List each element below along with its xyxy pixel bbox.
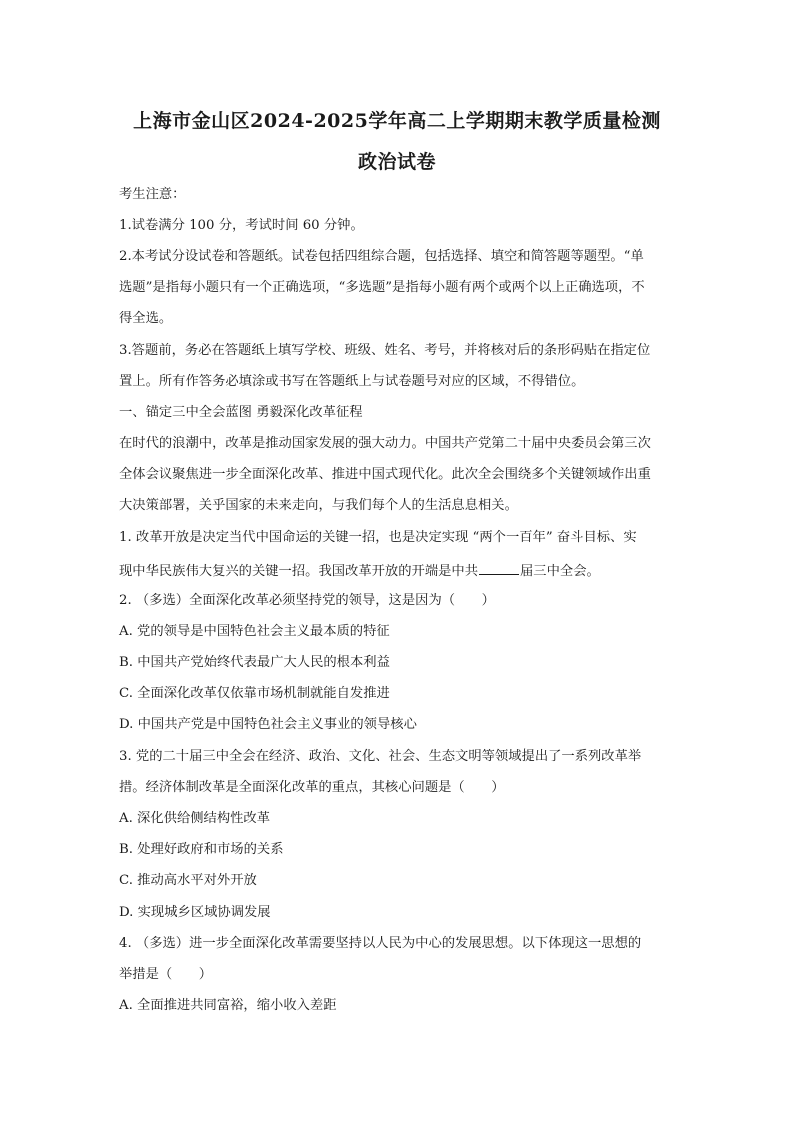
section-intro-line-3: 大决策部署，关乎国家的未来走向，与我们每个人的生活息息相关。 (119, 498, 518, 513)
notice-item-3-line-2: 置上。所有作答务必填涂或书写在答题纸上与试卷题号对应的区域，不得错位。 (119, 374, 585, 389)
exam-title: 上海市金山区2024-2025学年高二上学期期末教学质量检测 (133, 110, 661, 132)
notice-item-1: 1.试卷满分 100 分，考试时间 60 分钟。 (119, 218, 364, 233)
question-1-text-before-blank: 现中华民族伟大复兴的关键一招。我国改革开放的开端是中共 (119, 564, 479, 579)
question-4-line-1: 4. （多选）进一步全面深化改革需要坚持以人民为中心的发展思想。以下体现这一思想的 (119, 936, 642, 951)
fill-in-blank (479, 560, 519, 575)
question-4-option-a: A. 全面推进共同富裕，缩小收入差距 (119, 998, 337, 1013)
question-2-option-d: D. 中国共产党是中国特色社会主义事业的领导核心 (119, 717, 417, 732)
notice-item-2-line-1: 2.本考试分设试卷和答题纸。试卷包括四组综合题，包括选择、填空和简答题等题型。“单 (119, 249, 644, 264)
question-2-option-c: C. 全面深化改革仅依靠市场机制就能自发推进 (119, 686, 390, 701)
notice-item-2-line-2: 选题”是指每小题只有一个正确选项，“多选题”是指每小题有两个或两个以上正确选项，不 (119, 280, 645, 295)
exam-subject-title: 政治试卷 (357, 151, 436, 173)
question-2-option-a: A. 党的领导是中国特色社会主义最本质的特征 (119, 624, 390, 639)
section-intro-line-1: 在时代的浪潮中，改革是推动国家发展的强大动力。中国共产党第二十届中央委员会第三次 (119, 436, 651, 451)
section-intro-line-2: 全体会议聚焦进一步全面深化改革、推进中国式现代化。此次全会围绕多个关键领域作出重 (119, 467, 651, 482)
question-1-line-1: 1. 改革开放是决定当代中国命运的关键一招，也是决定实现 “两个一百年” 奋斗目标、实 (119, 530, 637, 545)
question-2-option-b: B. 中国共产党始终代表最广大人民的根本利益 (119, 655, 390, 670)
question-1-line-2 (119, 560, 600, 582)
question-3-option-b: B. 处理好政府和市场的关系 (119, 842, 284, 857)
notice-item-3-line-1: 3.答题前，务必在答题纸上填写学校、班级、姓名、考号，并将核对后的条形码贴在指定位 (119, 343, 651, 358)
question-3-line-2: 措。经济体制改革是全面深化改革的重点，其核心问题是（ ） (119, 780, 505, 795)
question-3-option-a: A. 深化供给侧结构性改革 (119, 811, 271, 826)
notice-item-2-line-3: 得全选。 (119, 311, 173, 326)
question-4-line-2: 举措是（ ） (119, 967, 213, 982)
section-heading: 一、锚定三中全会蓝图 勇毅深化改革征程 (119, 405, 363, 420)
question-3-line-1: 3. 党的二十届三中全会在经济、政治、文化、社会、生态文明等领域提出了一系列改革举 (119, 749, 642, 764)
notice-heading: 考生注意： (119, 187, 186, 202)
question-2-stem: 2. （多选）全面深化改革必须坚持党的领导，这是因为（ ） (119, 593, 495, 608)
question-1-text-after-blank: 届三中全会。 (520, 564, 600, 579)
question-3-option-c: C. 推动高水平对外开放 (119, 873, 257, 888)
question-3-option-d: D. 实现城乡区域协调发展 (119, 905, 271, 920)
